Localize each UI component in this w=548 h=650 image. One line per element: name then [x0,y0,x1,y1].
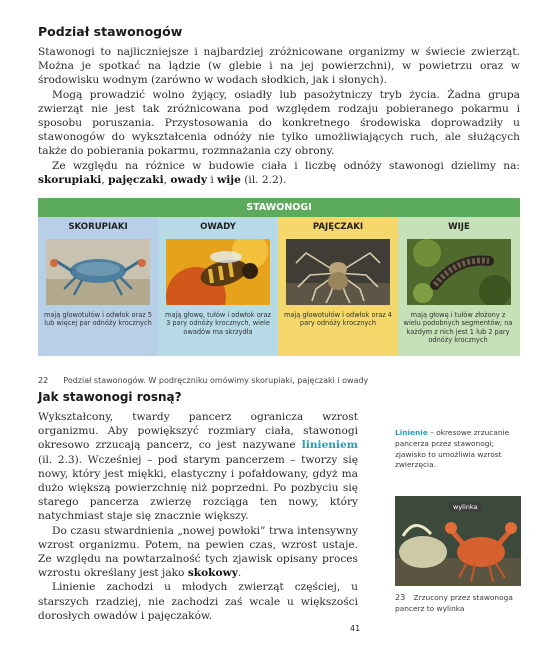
text: , [101,173,109,186]
paragraph: Stawonogi to najliczniejsze i najbardziej zróżnicowane organizmy w świecie zwierząt. Można je spotkać na lądzie (w glebie i na jej powierzchni), w powietrzu oraz w środowisku wodnym (zarówno w wodach słodkich, jak i słonych). [38,46,520,87]
millipede-photo [407,239,511,305]
intro-text [38,45,520,187]
text: , [163,173,171,186]
column-skorupiaki [38,217,158,356]
column-wije [398,217,520,356]
column-description: mają głowotułów i odwłok oraz 4 pary odnóży krocznych [283,311,392,328]
growth-text [38,410,358,623]
definition-box [395,428,521,471]
caption-number: 23 [395,593,406,602]
column-owady [158,217,278,356]
text: . [237,567,242,580]
figure-caption-23 [395,592,523,614]
spider-photo [286,239,390,305]
molt-photo [395,496,521,586]
text: Wykształcony, twardy pancerz ogranicza wzrost organizmu. Aby powiększyć rozmiary ciała, stawonogi okresowo zrzucają pancerz, co jest nazywane [38,411,358,452]
definition-text: – okresowe zrzucanie pancerza przez stawonogi; zjawisko to umożliwia wzrost zwierzęcia. [395,428,510,470]
bee-photo [166,239,270,305]
column-description: mają głowotułów i odwłok oraz 5 lub więcej par odnóży krocznych [43,311,152,328]
term-skokowy: skokowy [187,567,238,580]
infographic-title: STAWONOGI [38,198,520,217]
column-pajeczaki [278,217,398,356]
text: (il. 2.2). [240,173,287,186]
column-heading: PAJĘCZAKI [312,222,364,232]
text: (il. 2.3). Wcześniej – pod starym pancerzem – tworzy się nowy, który jest miękki, elastyczny i pofałdowany, gdyż ma dużo większą powierzchnię niż poprzedni. Po pozbyciu się starego pancerza zwierzę rozciąga ten nowy, który natychmiast staje się znacznie większy. [38,453,358,523]
section-heading-jak-rosna: Jak stawonogi rosną? [38,390,182,404]
term-wije: wije [217,173,241,186]
paragraph: Mogą prowadzić wolno żyjący, osiadły lub pasożytniczy tryb życia. Żadna grupa zwierząt nie jest tak zróżnicowana pod względem rodzaju pobieranego pokarmu i sposobu poruszania. Przystosowania do konkretnego środowiska doprowadziły u stawonogów do wykształcenia odnóży nie tylko umożliwiających ruch, ale służących także do pobierania pokarmu, rozmnażania czy obrony. [38,88,520,158]
page-number: 41 [350,624,361,633]
column-heading: WIJE [448,222,470,232]
column-description: mają głowę, tułów i odwłok oraz 3 pary odnóży krocznych, wiele owadów ma skrzydła [165,311,271,336]
term-skorupiaki: skorupiaki [38,173,102,186]
text: Do czasu stwardnienia „nowej powłoki” trwa intensywny wzrost organizmu. Potem, na pewien czas, wzrost ustaje. Ze względu na powtarzalność tych zjawisk opisany proces wzrostu określany jest jako [38,524,358,580]
crab-photo [46,239,150,305]
term-owady: owady [170,173,207,186]
photo-label-wylinka: wylinka [449,502,482,512]
paragraph: Linienie zachodzi u młodych zwierząt częściej, u starszych rzadziej, nie zachodzi zaś wcale u większości dorosłych owadów i pajęczaków. [38,581,358,622]
caption-text: Zrzucony przez stawonoga pancerz to wylinka [395,593,513,613]
figure-caption-22 [38,368,438,387]
term-linienie: linieniem [301,439,358,452]
paragraph-classification [38,159,520,187]
definition-term: Linienie [395,428,428,437]
column-heading: OWADY [200,222,236,232]
text: i [207,173,218,186]
column-description: mają głowę i tułów złożony z wielu podobnych segmentów; na każdym z nich jest 1 lub 2 pary odnóży krocznych [403,311,513,345]
paragraph-linienie [38,410,358,524]
stawonogi-infographic [38,198,520,356]
term-pajeczaki: pajęczaki [108,173,164,186]
text: Ze względu na różnice w budowie ciała i liczbę odnóży stawonogi dzielimy na: [52,159,520,172]
caption-number: 22 [38,376,49,385]
caption-text: Podział stawonogów. W podręczniku omówimy skorupiaki, pajęczaki i owady [63,376,369,385]
column-heading: SKORUPIAKI [68,222,128,232]
paragraph-skokowy [38,524,358,581]
section-heading-podzial: Podział stawonogów [38,24,183,39]
